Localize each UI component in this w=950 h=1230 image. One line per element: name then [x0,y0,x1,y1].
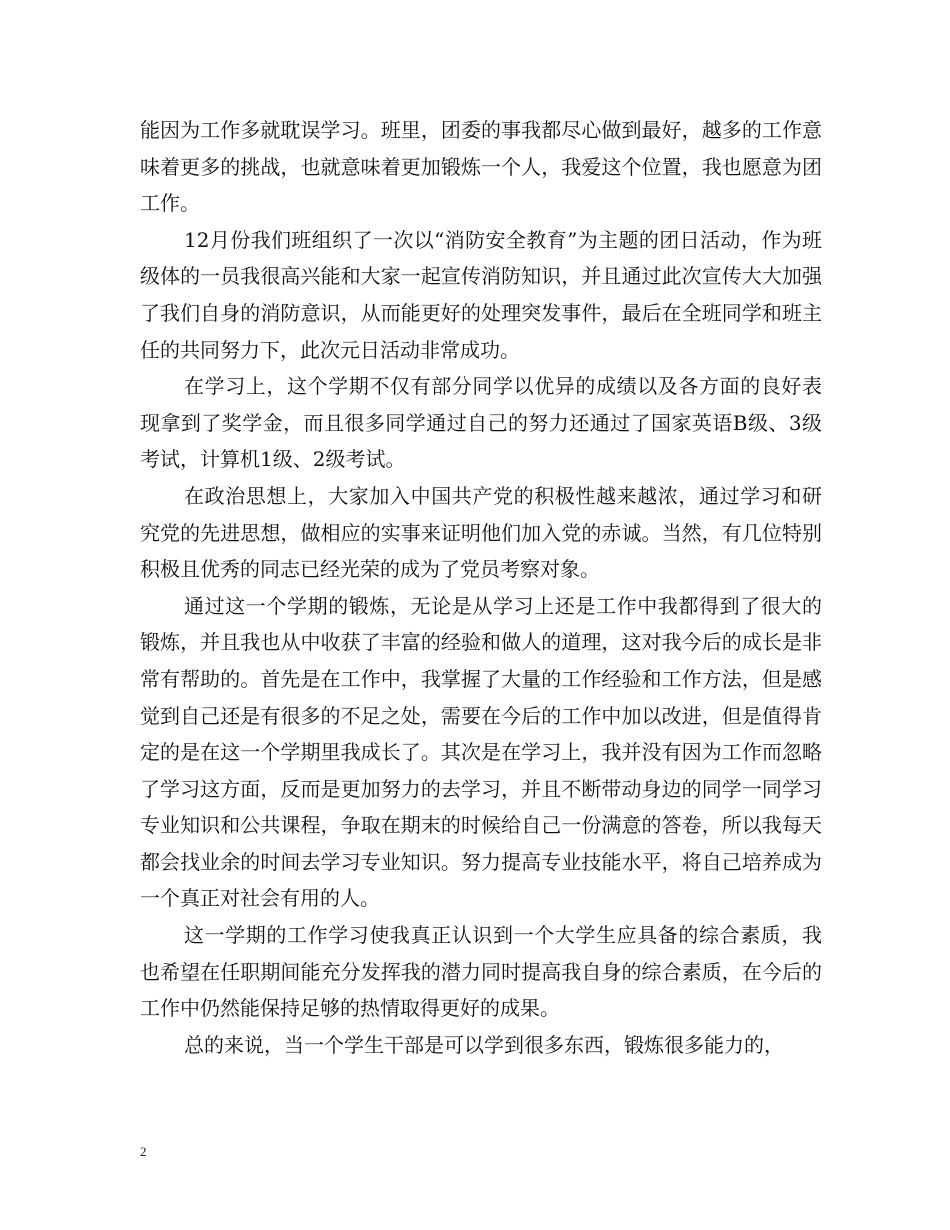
document-body [140,112,822,1063]
paragraph-study: 在学习上，这个学期不仅有部分同学以优异的成绩以及各方面的良好表现拿到了奖学金，而且很多同学通过自己的努力还通过了国家英语B级、3级考试，计算机1级、2级考试。 [140,374,822,472]
paragraph-semester-growth: 通过这一个学期的锻炼，无论是从学习上还是工作中我都得到了很大的锻炼，并且我也从中收获了丰富的经验和做人的道理，这对我今后的成长是非常有帮助的。首先是在工作中，我掌握了大量的工作经验和工作方法，但是感觉到自己还是有很多的不足之处，需要在今后的工作中加以改进，但是值得肯定的是在这一个学期里我成长了。其次是在学习上，我并没有因为工作而忽略了学习这方面，反而是更加努力的去学习，并且不断带动身边的同学一同学习专业知识和公共课程，争取在期末的时候给自己一份满意的答卷，所以我每天都会找业余的时间去学习专业知识。努力提高专业技能水平，将自己培养成为一个真正对社会有用的人。 [140,593,822,911]
paragraph-comprehensive-quality: 这一学期的工作学习使我真正认识到一个大学生应具备的综合素质，我也希望在任职期间能充分发挥我的潜力同时提高我自身的综合素质，在今后的工作中仍然能保持足够的热情取得更好的成果。 [140,923,822,1021]
page-number: 2 [140,1144,147,1159]
paragraph-continued: 能因为工作多就耽误学习。班里，团委的事我都尽心做到最好，越多的工作意味着更多的挑战，也就意味着更加锻炼一个人，我爱这个位置，我也愿意为团工作。 [140,118,822,216]
paragraph-political-thought: 在政治思想上，大家加入中国共产党的积极性越来越浓，通过学习和研究党的先进思想，做相应的实事来证明他们加入党的赤诚。当然，有几位特别积极且优秀的同志已经光荣的成为了党员考察对象。 [140,483,822,582]
paragraph-summary: 总的来说，当一个学生干部是可以学到很多东西，锻炼很多能力的， [184,1032,784,1057]
paragraph-fire-safety-activity: 12月份我们班组织了一次以“消防安全教育”为主题的团日活动，作为班级体的一员我很高兴能和大家一起宣传消防知识，并且通过此次宣传大大加强了我们自身的消防意识，从而能更好的处理突发事件，最后在全班同学和班主任的共同努力下，此次元日活动非常成功。 [140,227,822,362]
